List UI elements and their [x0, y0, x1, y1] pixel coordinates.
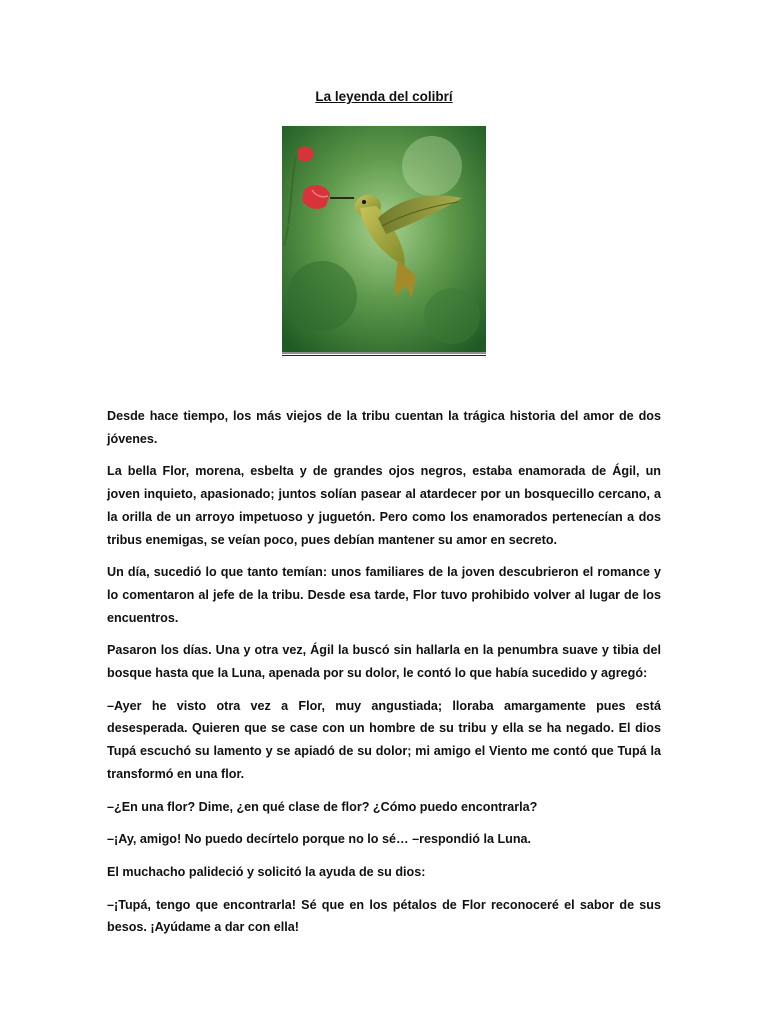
- story-body: [107, 405, 661, 949]
- paragraph: Un día, sucedió lo que tanto temían: unos familiares de la joven descubrieron el romance y lo comentaron al jefe de la tribu. Desde esa tarde, Flor tuvo prohibido volver al lugar de los encuentros.: [107, 565, 661, 625]
- hummingbird-illustration: [282, 126, 486, 356]
- paragraph: –¡Tupá, tengo que encontrarla! Sé que en los pétalos de Flor reconoceré el sabor de sus besos. ¡Ayúdame a dar con ella!: [107, 897, 661, 935]
- paragraph: –¡Ay, amigo! No puedo decírtelo porque no lo sé… –respondió la Luna.: [107, 832, 532, 847]
- paragraph: –¿En una flor? Dime, ¿en qué clase de flor? ¿Cómo puedo encontrarla?: [107, 799, 538, 814]
- paragraph: Pasaron los días. Una y otra vez, Ágil la buscó sin hallarla en la penumbra suave y tibia del bosque hasta que la Luna, apenada por su dolor, le contó lo que había sucedido y agregó:: [107, 643, 661, 681]
- hummingbird-icon: [282, 126, 486, 356]
- paragraph: La bella Flor, morena, esbelta y de grandes ojos negros, estaba enamorada de Ágil, un joven inquieto, apasionado; juntos solían pasear al atardecer por un bosquecillo cercano, a la orilla de un arroyo impetuoso y juguetón. Pero como los enamorados pertenecían a dos tribus enemigas, se veían poco, pues debían mantener su amor en secreto.: [107, 464, 661, 547]
- paragraph: –Ayer he visto otra vez a Flor, muy angustiada; lloraba amargamente pues está desesperada. Quieren que se case con un hombre de su tribu y ella se ha negado. El dios Tupá escuchó su lamento y se apiadó de su dolor; mi amigo el Viento me contó que Tupá la transformó en una flor.: [107, 698, 661, 781]
- paragraph: El muchacho palideció y solicitó la ayuda de su dios:: [107, 864, 426, 879]
- paragraph: Desde hace tiempo, los más viejos de la tribu cuentan la trágica historia del amor de dos jóvenes.: [107, 409, 661, 446]
- page-title: La leyenda del colibrí: [315, 89, 453, 104]
